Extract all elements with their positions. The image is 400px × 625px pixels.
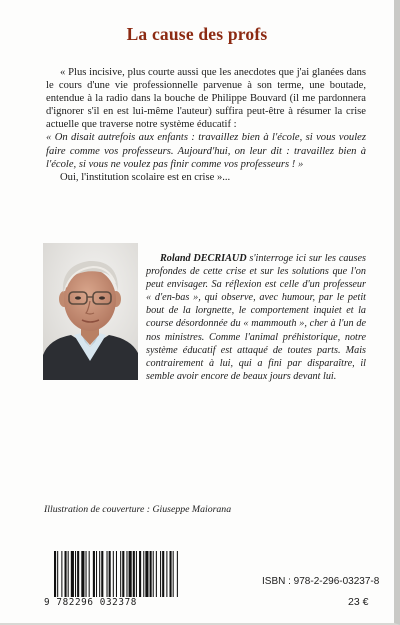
barcode-bar [129, 551, 132, 597]
barcode-bar [107, 551, 108, 597]
barcode-bar [86, 551, 87, 597]
barcode-bar [89, 551, 90, 597]
author-bio [146, 252, 366, 383]
barcode-bar [126, 551, 127, 597]
barcode-bar [177, 551, 178, 597]
barcode-digits: 9 782296 032378 [44, 597, 137, 608]
barcode-bar [113, 551, 114, 597]
blurb-paragraph-quote: « On disait autrefois aux enfants : travaillez bien à l'école, si vous voulez faire comme vos professeurs. Aujourd'hui, on leur dit : travaillez bien à l'école, si vous ne voulez pas finir comme vos professeurs ! » [46, 132, 366, 170]
back-cover-blurb [46, 66, 366, 184]
barcode-bar [136, 551, 137, 597]
barcode-bar [160, 551, 161, 597]
barcode-bar [156, 551, 157, 597]
barcode-bar [99, 551, 100, 597]
price: 23 € [348, 596, 369, 608]
barcode-bar [173, 551, 174, 597]
barcode-bar [57, 551, 58, 597]
barcode-bar [77, 551, 79, 597]
barcode-bar [133, 551, 135, 597]
barcode-bar [109, 551, 111, 597]
author-photo [43, 243, 138, 380]
barcode-bar [150, 551, 152, 597]
author-portrait-illustration [43, 243, 138, 380]
barcode-bar [153, 551, 154, 597]
author-bio-text: s'interroge ici sur les causes profondes de cette crise et sur les solutions que l'on peut envisager. Sa réflexion est celle d'un professeur « d'en-bas », qui observe, avec humour, par le petit bout de la lorgnette, le comportement inquiet et la course désordonnée du « mammouth », cher à l'un de nos ministres. Comme l'animal préhistorique, notre système éducatif est attaqué de toutes parts. Mais contrairement à lui, qui a fini par disparaître, il semble avoir encore de beaux jours devant lui. [146, 253, 366, 382]
isbn: ISBN : 978-2-296-03237-8 [262, 576, 380, 587]
blurb-paragraph-conclusion: Oui, l'institution scolaire est en crise »... [60, 171, 231, 183]
barcode-bar [120, 551, 121, 597]
barcode-bar [143, 551, 144, 597]
barcode-bar [145, 551, 148, 597]
barcode-bar [101, 551, 103, 597]
barcode-bar [116, 551, 117, 597]
book-title: La cause des profs [126, 24, 268, 44]
barcode-bar [139, 551, 141, 597]
barcode-bar [68, 551, 69, 597]
barcode-bar [61, 551, 62, 597]
barcode-bars [44, 551, 182, 597]
barcode-bar [166, 551, 167, 597]
barcode-bar [71, 551, 74, 597]
barcode-bar [93, 551, 95, 597]
barcode [44, 551, 182, 611]
barcode-bar [122, 551, 124, 597]
barcode-bar [162, 551, 164, 597]
barcode-bar [81, 551, 84, 597]
barcode-bar [170, 551, 172, 597]
author-name: Roland DECRIAUD [160, 253, 247, 264]
barcode-bar [65, 551, 67, 597]
blurb-paragraph-intro: « Plus incisive, plus courte aussi que les anecdotes que j'ai glanées dans le cours d'une vie professionnelle parvenue à son terme, une boutade, entendue à la radio dans la bouche de Philippe Bouvard (il me pardonnera d'ignorer s'il en est lui-même l'auteur) suffira peut-être à résumer la crise actuelle que traverse notre système éducatif : [46, 67, 366, 131]
barcode-bar [96, 551, 97, 597]
cover-illustration-credit: Illustration de couverture : Giuseppe Maiorana [44, 504, 232, 515]
barcode-bar [75, 551, 76, 597]
barcode-bar [54, 551, 56, 597]
